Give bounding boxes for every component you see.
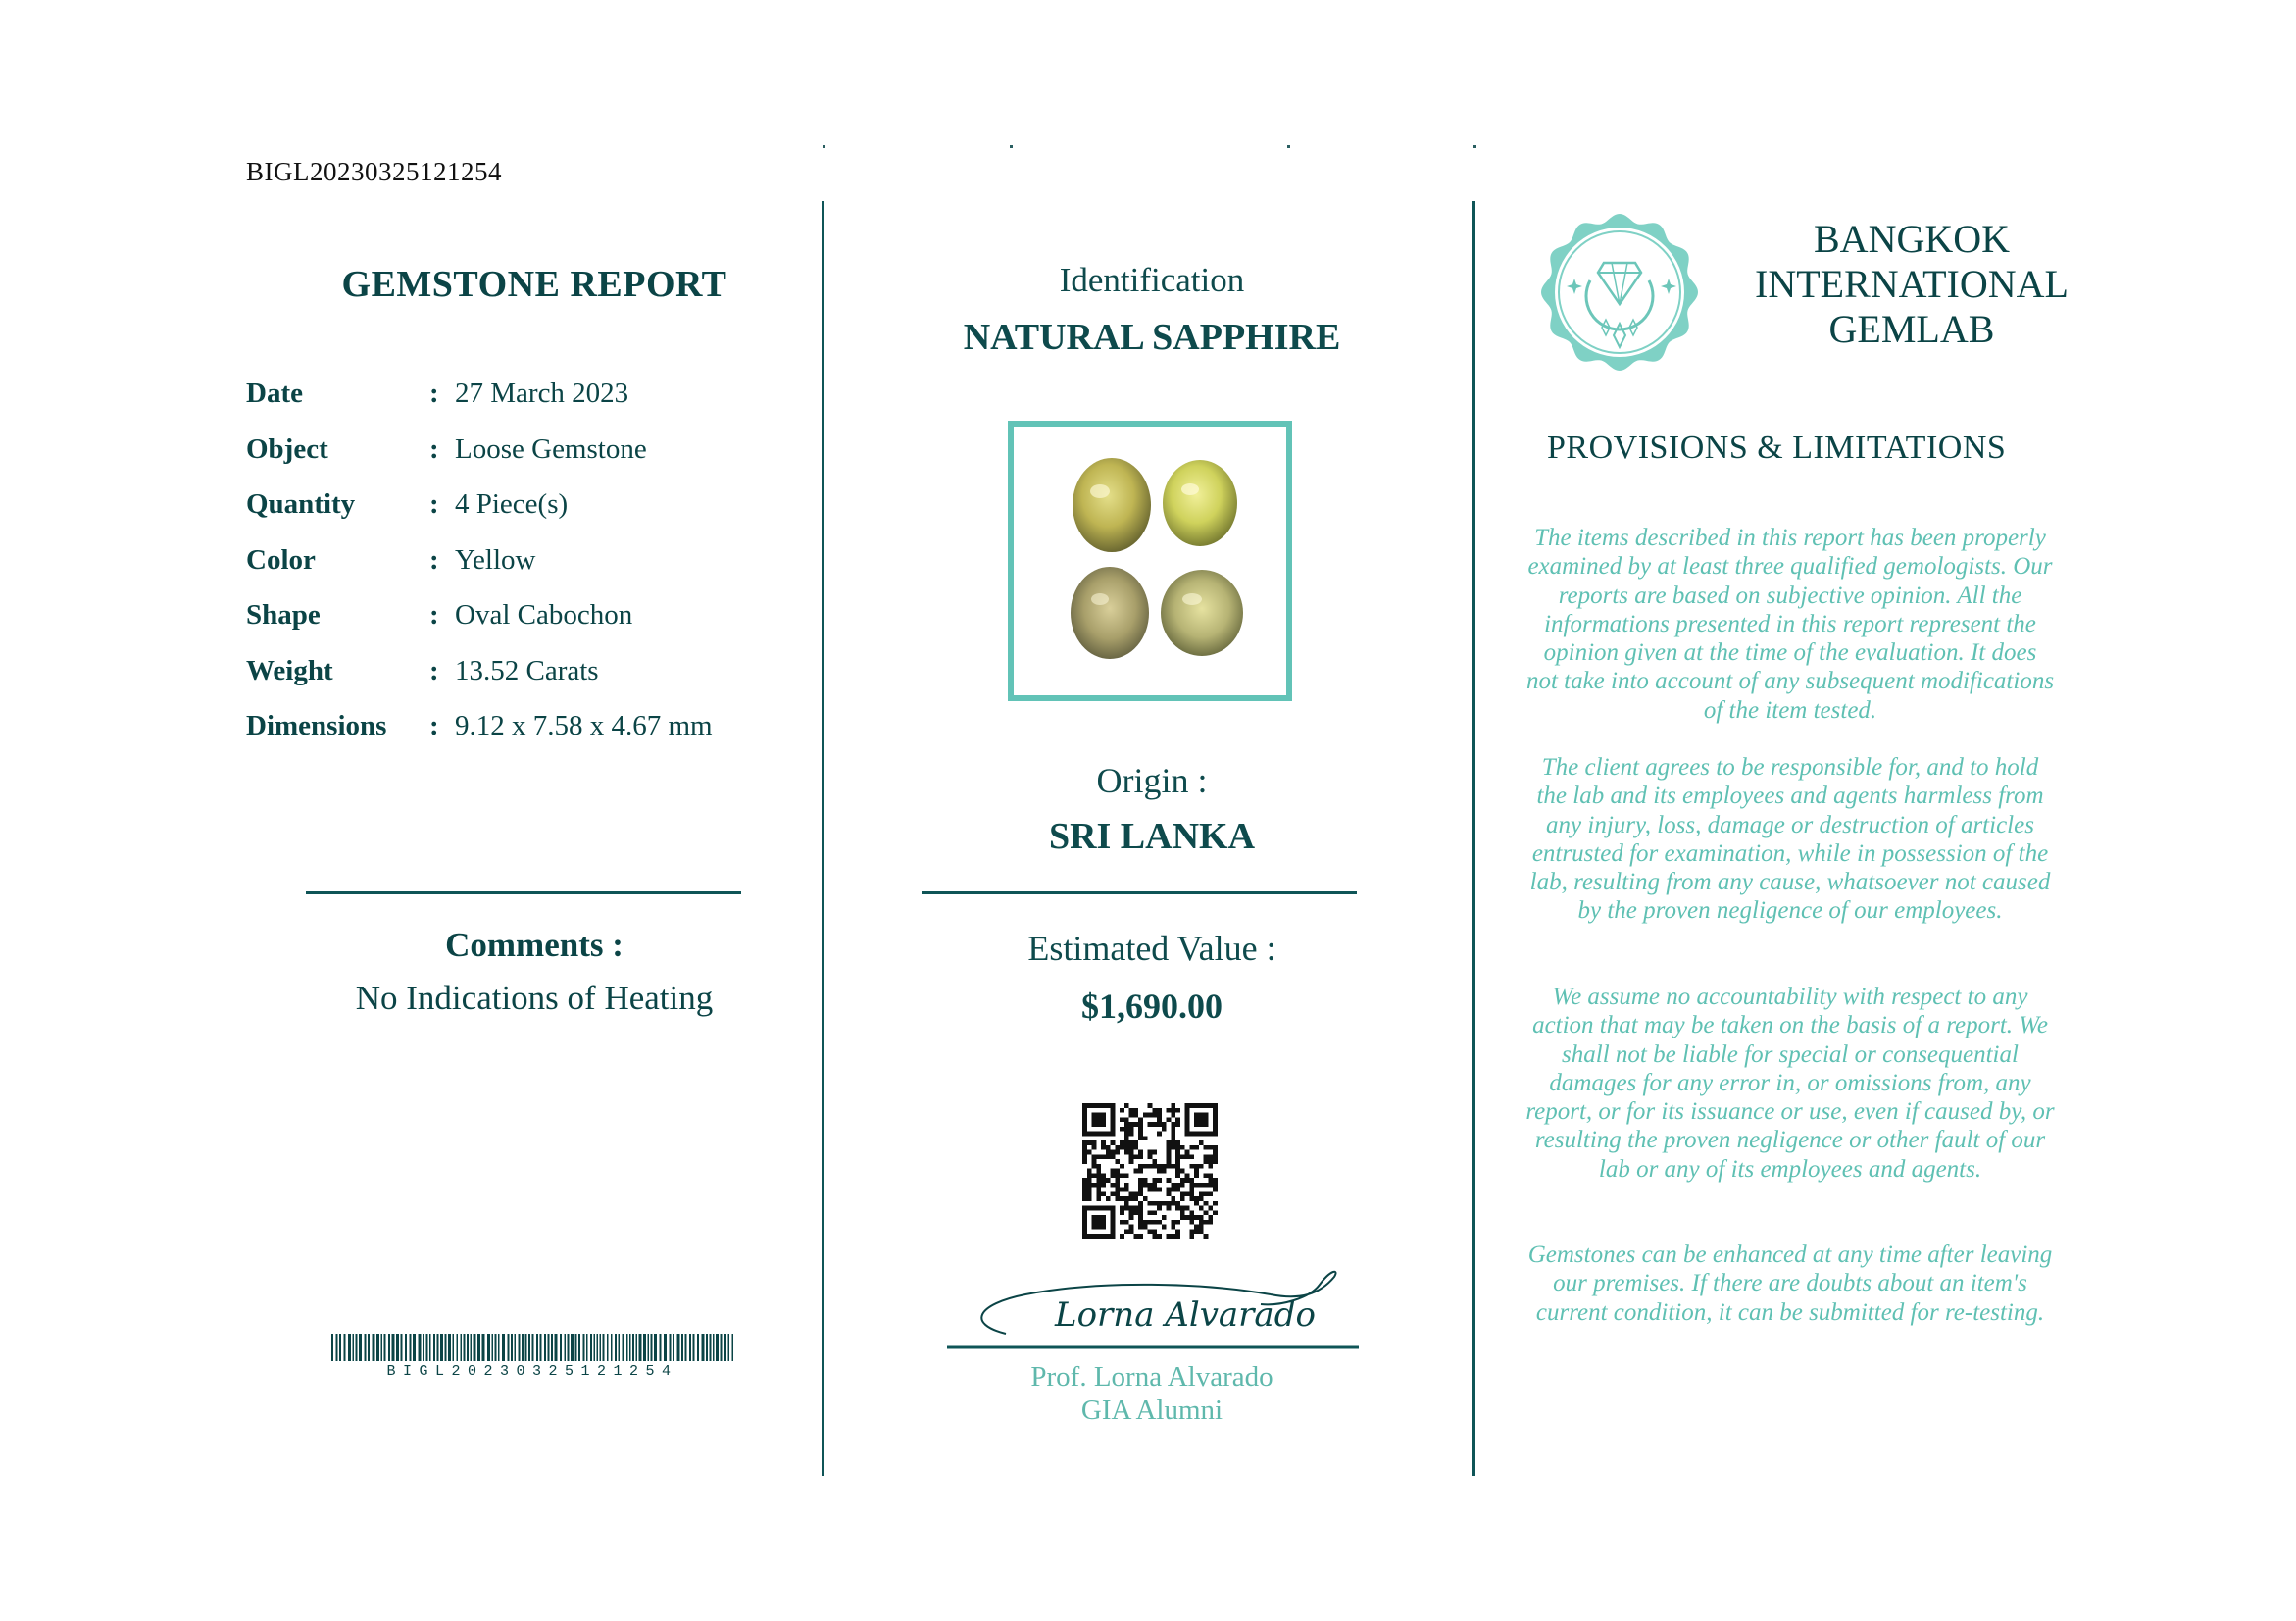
spec-value: 13.52 Carats [455,654,599,686]
comments-divider [306,891,741,894]
provision-paragraph: We assume no accountability with respect to any action that may be taken on the basis of a report. We shall not be liable for special or consequential damages for any error in, or omissions from, any report, or for its issuance or use, even if caused by, or resulting the proven negligence or other fault of our lab or any of its employees and agents. [1525,984,2055,1183]
spec-value: Loose Gemstone [455,432,647,465]
gemstone-photo [1008,421,1292,701]
spec-label: Weight [246,654,333,686]
spec-separator: : [429,378,439,409]
spec-label: Color [246,543,316,576]
provisions-heading: PROVISIONS & LIMITATIONS [1547,430,2007,466]
column-divider-right [1472,201,1475,1476]
identification-value: NATURAL SAPPHIRE [963,317,1341,358]
qr-code[interactable] [1082,1103,1218,1239]
estimated-value-label: Estimated Value : [1027,929,1276,968]
estimated-value: $1,690.00 [1081,987,1223,1026]
fold-mark [1287,145,1290,148]
comments-heading: Comments : [445,926,624,964]
spec-label: Date [246,378,303,409]
gemstones-image [1014,427,1286,695]
spec-value: Oval Cabochon [455,599,633,631]
gemstone-3 [1071,567,1149,659]
fold-mark [823,145,825,148]
spec-label: Object [246,432,328,465]
spec-separator: : [429,710,439,741]
column-divider-left [822,201,824,1476]
spec-separator: : [429,432,439,465]
spec-value: Yellow [455,543,536,576]
signature-script: Lorna Alvarado [1055,1295,1316,1335]
spec-separator: : [429,654,439,686]
value-divider [922,891,1357,894]
spec-label: Quantity [246,488,356,520]
origin-label: Origin : [1096,761,1208,800]
provision-paragraph: Gemstones can be enhanced at any time after leaving our premises. If there are doubts about an item's current condition, it can be submitted for re-testing. [1527,1241,2053,1326]
signer-name: Prof. Lorna Alvarado [1030,1361,1273,1393]
identification-label: Identification [1059,261,1245,299]
spec-separator: : [429,543,439,576]
provision-paragraph: The client agrees to be responsible for, and to hold the lab and its employees and agents harmless from any injury, loss, damage or destruction of articles entrusted for examination, while in possession of the lab, resulting from any cause, whatsoever not caused by the proven negligence of our employees. [1529,754,2051,925]
provision-paragraph: The items described in this report has been properly examined by at least three qualified gemologists. Our reports are based on subjective opinion. All the informations presented in this report represent the opinion given at the time of the evaluation. It does not take into account of any subsequent modifications of the item tested. [1525,525,2055,724]
lab-name [1735,217,2088,352]
spec-label: Dimensions [246,710,387,741]
report-number: BIGL20230325121254 [246,157,502,186]
signer-credential: GIA Alumni [1080,1394,1223,1426]
spec-value: 4 Piece(s) [455,488,569,520]
spec-separator: : [429,488,439,520]
signature [947,1265,1359,1353]
lab-name-line: INTERNATIONAL [1755,262,2069,306]
diamond-moon-seal-icon [1537,210,1702,375]
spec-value: 9.12 x 7.58 x 4.67 mm [455,710,713,741]
report-title: GEMSTONE REPORT [341,264,727,305]
lab-name-line: BANGKOK [1814,217,2010,261]
fold-mark [1473,145,1476,148]
barcode-text: BIGL20230325121254 [386,1363,678,1380]
gemstone-1 [1073,458,1151,552]
gemstone-4 [1161,570,1243,656]
lab-name-line: GEMLAB [1828,307,1995,351]
spec-value: 27 March 2023 [455,378,629,409]
gemstone-2 [1163,460,1237,546]
origin-value: SRI LANKA [1048,816,1256,857]
spec-label: Shape [246,599,321,631]
spec-separator: : [429,599,439,631]
comments-text: No Indications of Heating [355,979,714,1017]
fold-mark [1010,145,1013,148]
